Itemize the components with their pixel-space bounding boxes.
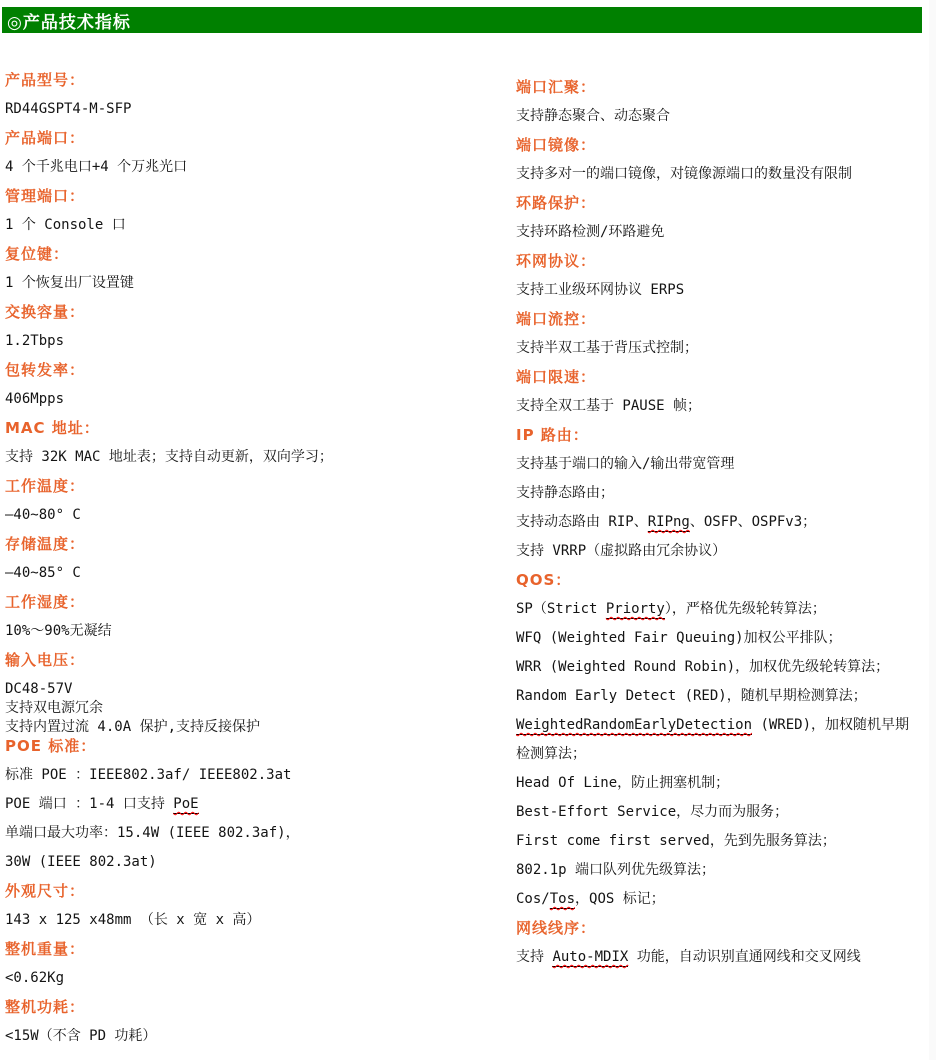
spec-line [516,629,929,648]
spec-heading: 产品型号： [5,71,86,89]
spec-text-run: RD44GSPT4-M-SFP [5,101,132,117]
spec-columns [0,71,929,1056]
spellcheck-marked-term: PoE [173,796,199,812]
spec-line [516,281,929,300]
spec-text-run: 10%～90%无凝结 [5,623,112,639]
spec-text-run: ），严格优先级轮转算法； [664,601,826,617]
spec-line [5,564,516,583]
spec-section [5,477,516,525]
spec-column-right [516,71,929,977]
spec-heading: 整机功耗： [5,998,86,1016]
spec-heading: 网线线序： [516,919,597,937]
spec-line [516,339,929,358]
spec-text-run: 功能，自动识别直通网线和交叉网线 [628,949,861,965]
spec-heading: 外观尺寸： [5,882,86,900]
spec-text-run: 支持双电源冗余 [5,700,103,716]
spec-line [5,699,516,718]
spec-text-run: First come first served，先到先服务算法； [516,833,836,849]
spec-line [5,216,516,235]
spellcheck-marked-term: Tos [549,891,576,907]
spec-text-run: 1 个恢复出厂设置键 [5,275,134,291]
spec-line [516,890,929,909]
spec-text-run: 、OSFP、OSPFv3； [689,514,817,530]
spec-text-run: WRR (Weighted Round Robin)，加权优先级轮转算法； [516,659,890,675]
spec-heading: POE 标准： [5,737,97,755]
spec-heading: 存储温度： [5,535,86,553]
spec-line [516,513,929,532]
spec-text-run: —40~85° C [5,565,81,581]
spec-line [516,861,929,880]
spec-line [5,795,516,814]
spec-heading: 交换容量： [5,303,86,321]
spec-text-run: ，QOS 标记； [575,891,665,907]
spec-column-left [0,71,516,1056]
spec-line [5,274,516,293]
spec-line [516,542,929,561]
spec-line [5,766,516,785]
spec-text-run: —40~80° C [5,507,81,523]
spec-section [5,737,516,872]
spec-line [5,506,516,525]
spec-heading: 端口限速： [516,368,597,386]
spec-line [5,853,516,872]
spec-line [5,824,516,843]
spec-section [5,998,516,1046]
spec-text-run: <15W（不含 PD 功耗） [5,1028,157,1044]
spec-text-run: 30W (IEEE 802.3at) [5,854,157,870]
page-title: ◎产品技术指标 [7,12,131,33]
spec-line [516,774,929,793]
spec-heading: 端口汇聚： [516,78,597,96]
spec-heading: 工作湿度： [5,593,86,611]
spec-text-run: SP（Strict [516,601,606,617]
spec-line [5,448,516,467]
spec-section [5,535,516,583]
spec-section [516,252,929,300]
spec-text-run: Cos/ [516,891,550,907]
spec-section [516,919,929,967]
spec-text-run: 802.1p 端口队列优先级算法； [516,862,716,878]
spec-section [5,129,516,177]
spec-line [516,107,929,126]
spec-heading: 包转发率： [5,361,86,379]
spec-heading: 端口流控： [516,310,597,328]
spec-line [5,332,516,351]
spec-text-run: POE 端口 ：1-4 口支持 [5,796,174,812]
spec-line [5,969,516,988]
spec-text-run: Random Early Detect (RED)，随机早期检测算法； [516,688,867,704]
spec-heading: 环路保护： [516,194,597,212]
spec-line [5,100,516,119]
spec-heading: MAC 地址： [5,419,100,437]
spec-section [5,882,516,930]
spec-text-run: 支持全双工基于 PAUSE 帧； [516,398,702,414]
spec-text-run: 支持 32K MAC 地址表；支持自动更新，双向学习； [5,449,333,465]
spec-line [516,165,929,184]
spec-line [5,622,516,641]
spec-line [516,397,929,416]
spec-text-run: Best-Effort Service，尽力而为服务； [516,804,789,820]
page-right-edge-strip [929,0,936,1060]
spec-heading: 工作温度： [5,477,86,495]
spec-line [516,716,929,735]
spec-text-run: 检测算法； [516,746,586,762]
spec-text-run: 支持基于端口的输入/输出带宽管理 [516,456,735,472]
spec-line [516,484,929,503]
spec-text-run: 支持工业级环网协议 ERPS [516,282,685,298]
spec-section [5,419,516,467]
spec-line [516,948,929,967]
spec-text-run: 支持环路检测/环路避免 [516,224,665,240]
spec-line [516,803,929,822]
spec-text-run: <0.62Kg [5,970,65,986]
spec-heading: 管理端口： [5,187,86,205]
spec-text-run: 支持半双工基于背压式控制； [516,340,698,356]
spec-line [516,455,929,474]
spec-line [5,718,516,737]
spec-section [516,136,929,184]
spec-text-run: 单端口最大功率：15.4W (IEEE 802.3af)， [5,825,300,841]
spec-section [516,194,929,242]
spellcheck-marked-term: RIPng [647,514,690,530]
spec-heading: 端口镜像： [516,136,597,154]
spec-text-run: 支持静态路由； [516,485,614,501]
spec-text-run: (WRED)，加权随机早期 [752,717,910,733]
spec-text-run: 143 x 125 x48mm （长 x 宽 x 高） [5,912,261,928]
spec-line [516,658,929,677]
spec-line [516,687,929,706]
spec-section [5,651,516,737]
spec-heading: QOS： [516,571,572,589]
spec-line [516,600,929,619]
spec-text-run: WFQ (Weighted Fair Queuing)加权公平排队； [516,630,842,646]
spellcheck-marked-term: Auto-MDIX [552,949,629,965]
spec-line [5,1027,516,1046]
spec-line [5,158,516,177]
spec-section [5,940,516,988]
spec-section [516,426,929,561]
spec-text-run: 1 个 Console 口 [5,217,126,233]
spec-line [516,745,929,764]
spec-section [5,361,516,409]
spec-text-run: 标准 POE ：IEEE802.3af/ IEEE802.3at [5,767,292,783]
spec-heading: IP 路由： [516,426,589,444]
spec-heading: 整机重量： [5,940,86,958]
spec-heading: 环网协议： [516,252,597,270]
spec-text-run: DC48-57V [5,681,73,697]
spec-section [516,78,929,126]
spec-text-run: 支持动态路由 RIP、 [516,514,648,530]
spec-line [5,911,516,930]
spec-section [5,187,516,235]
spec-section [5,303,516,351]
spec-section [5,593,516,641]
spec-line [516,223,929,242]
spec-text-run: 支持 VRRP（虚拟路由冗余协议） [516,543,727,559]
spec-text-run: 支持内置过流 4.0A 保护,支持反接保护 [5,719,261,735]
spec-text-run: Head Of Line，防止拥塞机制； [516,775,730,791]
spec-heading: 产品端口： [5,129,86,147]
spec-section [516,310,929,358]
spec-text-run: 1.2Tbps [5,333,65,349]
section-header-bar [2,7,922,33]
spec-text-run: 支持多对一的端口镜像，对镜像源端口的数量没有限制 [516,166,852,182]
spec-heading: 复位键： [5,245,70,263]
spec-line [5,680,516,699]
spec-section [516,368,929,416]
spec-section [5,71,516,119]
spec-section [5,245,516,293]
spec-section [516,571,929,909]
spec-text-run: 4 个千兆电口+4 个万兆光口 [5,159,188,175]
spec-line [516,832,929,851]
spec-text-run: 406Mpps [5,391,65,407]
spec-text-run: 支持静态聚合、动态聚合 [516,108,670,124]
spec-text-run: 支持 [516,949,553,965]
spellcheck-marked-term: Priorty [605,601,665,617]
spec-line [5,390,516,409]
spec-heading: 输入电压： [5,651,86,669]
spellcheck-marked-term: WeightedRandomEarlyDetection [516,717,753,733]
